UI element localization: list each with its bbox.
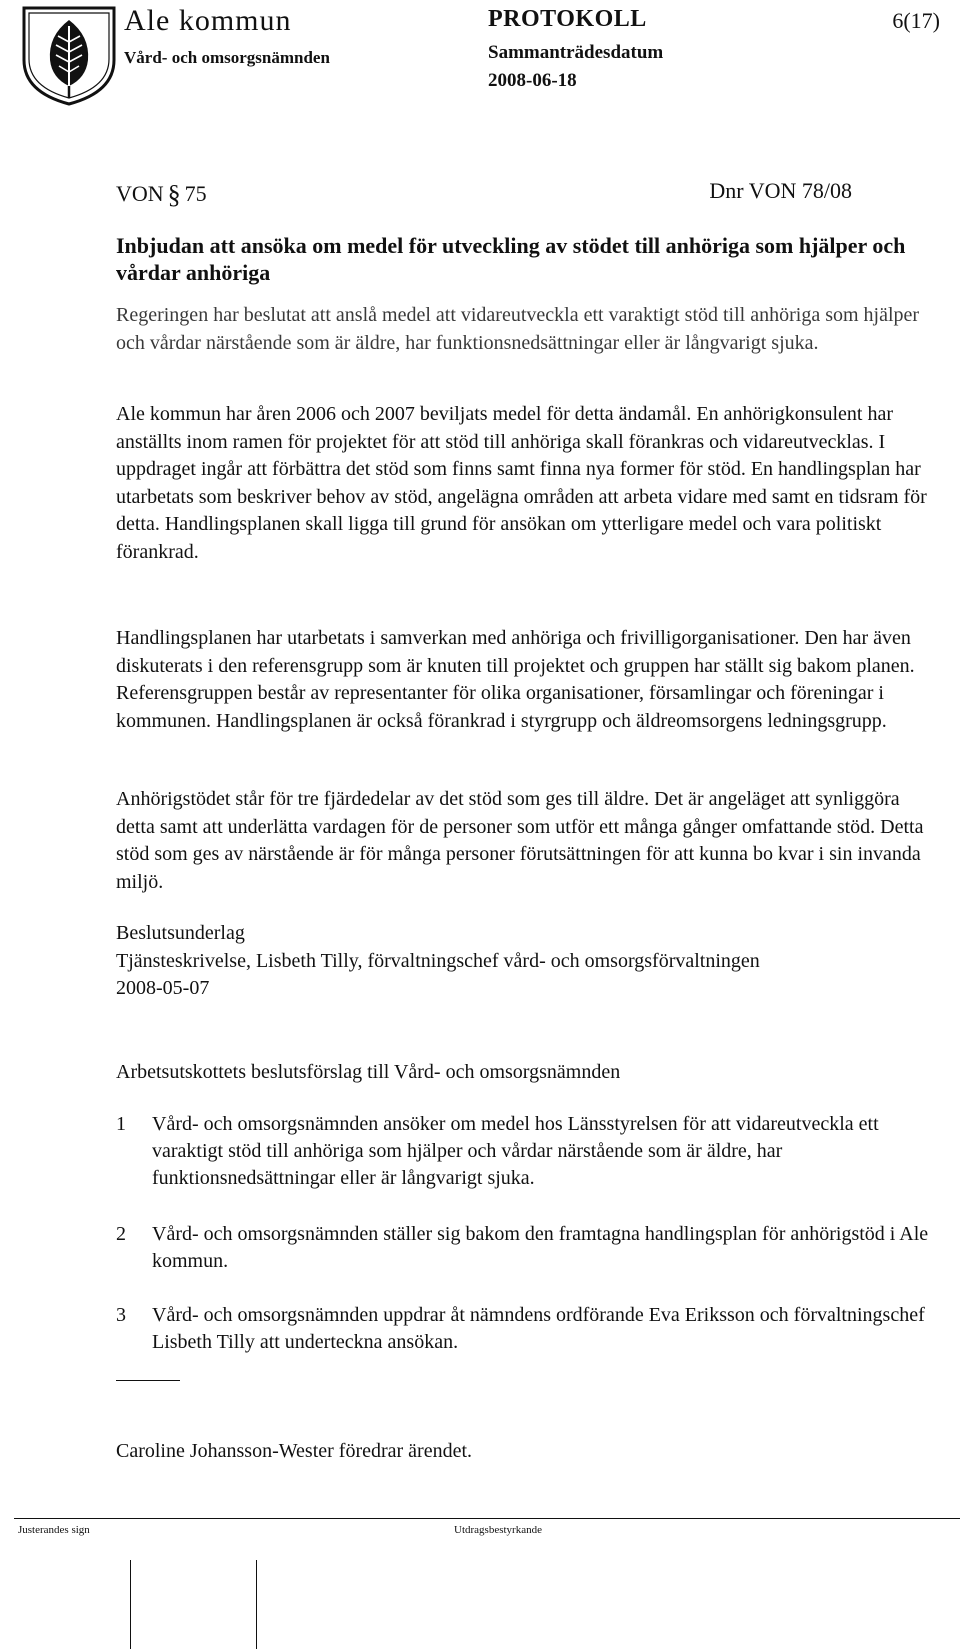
paragraph-background: Regeringen har beslutat att anslå medel att vidareutveckla ett varaktigt stöd till anhöriga som hjälper och vårdar närstående som är äldre, har funktionsnedsättningar eller är långvarigt sjuka.	[116, 304, 920, 354]
decision-basis-document: Tjänsteskrivelse, Lisbeth Tilly, förvaltningschef vård- och omsorgsförvaltningen	[116, 950, 760, 972]
list-item-text: Vård- och omsorgsnämnden uppdrar åt nämndens ordförande Eva Eriksson och förvaltningschef Lisbeth Tilly att underteckna ansökan.	[152, 1304, 925, 1353]
paragraph-support: Anhörigstödet står för tre fjärdedelar av det stöd som ges till äldre. Det är angeläget att synliggöra detta samt att underlätta vardagen för de personer som utför ett många gånger omfattande stöd. Detta stöd som ges av närstående är för många personer förutsättningen för att kunna bo kvar i sin invanda miljö.	[116, 788, 924, 893]
meeting-date: 2008-06-18	[488, 70, 577, 91]
signature-box-divider	[256, 1560, 257, 1649]
list-item-text: Vård- och omsorgsnämnden ansöker om medel hos Länsstyrelsen för att vidareutveckla ett varaktigt stöd till anhöriga som hjälper och vårdar närstående som är äldre, har funktionsnedsättningar eller är långvarigt sjuka.	[152, 1113, 879, 1189]
section-reference	[116, 178, 207, 208]
list-item-number: 2	[116, 1223, 126, 1245]
decision-basis-date: 2008-05-07	[116, 977, 210, 999]
extract-certification-label: Utdragsbestyrkande	[454, 1524, 542, 1536]
shield-leaf-icon	[18, 2, 120, 108]
list-item	[116, 1111, 936, 1192]
section-symbol: §	[167, 180, 181, 209]
decision-basis-label: Beslutsunderlag	[116, 922, 245, 944]
document-type: PROTOKOLL	[488, 6, 647, 32]
paragraph-action-plan: Handlingsplanen har utarbetats i samverkan med anhöriga och frivilligorganisationer. Den har även diskuterats i den referensgrupp som är knuten till projektet och gruppen har ställt sig bakom planen. Referensgruppen består av representanter för olika organisationer, församlingar och föreningar i kommunen. Handlingsplanen är också förankrad i styrgrupp och äldreomsorgens ledningsgrupp.	[116, 627, 915, 732]
signature-box-divider	[130, 1560, 131, 1649]
proposal-heading: Arbetsutskottets beslutsförslag till Vård- och omsorgsnämnden	[116, 1061, 621, 1083]
footer-divider	[14, 1518, 960, 1519]
section-prefix: VON	[116, 181, 164, 206]
presenter-note: Caroline Johansson-Wester föredrar ärendet.	[116, 1440, 473, 1462]
paragraph-project: Ale kommun har åren 2006 och 2007 beviljats medel för detta ändamål. En anhörigkonsulent har anställts inom ramen för projektet för att stöd till anhöriga skall förankras och vidareutvecklas. I uppdraget ingår att förbättra det stöd som finns samt finna nya former för stöd. En handlingsplan har utarbetats som beskriver behov av stöd, angelägna områden att arbeta vidare med samt en tidsram för detta. Handlingsplanen skall ligga till grund för ansökan om ytterligare medel och vara politiskt förankrad.	[116, 403, 927, 563]
section-number: 75	[184, 181, 207, 206]
list-item-text: Vård- och omsorgsnämnden ställer sig bakom den framtagna handlingsplan för anhörigstöd i Ale kommun.	[152, 1223, 929, 1272]
organization-name: Ale kommun	[124, 4, 292, 37]
municipality-logo	[18, 2, 120, 108]
list-item-number: 1	[116, 1113, 126, 1135]
adjuster-signature-label: Justerandes sign	[18, 1524, 90, 1536]
short-divider	[116, 1380, 180, 1381]
list-item	[116, 1221, 936, 1275]
committee-name: Vård- och omsorgsnämnden	[124, 48, 330, 67]
meeting-date-label: Sammanträdesdatum	[488, 42, 664, 63]
case-number: Dnr VON 78/08	[709, 178, 852, 203]
page-number: 6(17)	[892, 8, 940, 33]
case-title: Inbjudan att ansöka om medel för utveckling av stödet till anhöriga som hjälper och vårdar anhöriga	[116, 233, 906, 285]
list-item-number: 3	[116, 1304, 126, 1326]
list-item	[116, 1302, 936, 1356]
